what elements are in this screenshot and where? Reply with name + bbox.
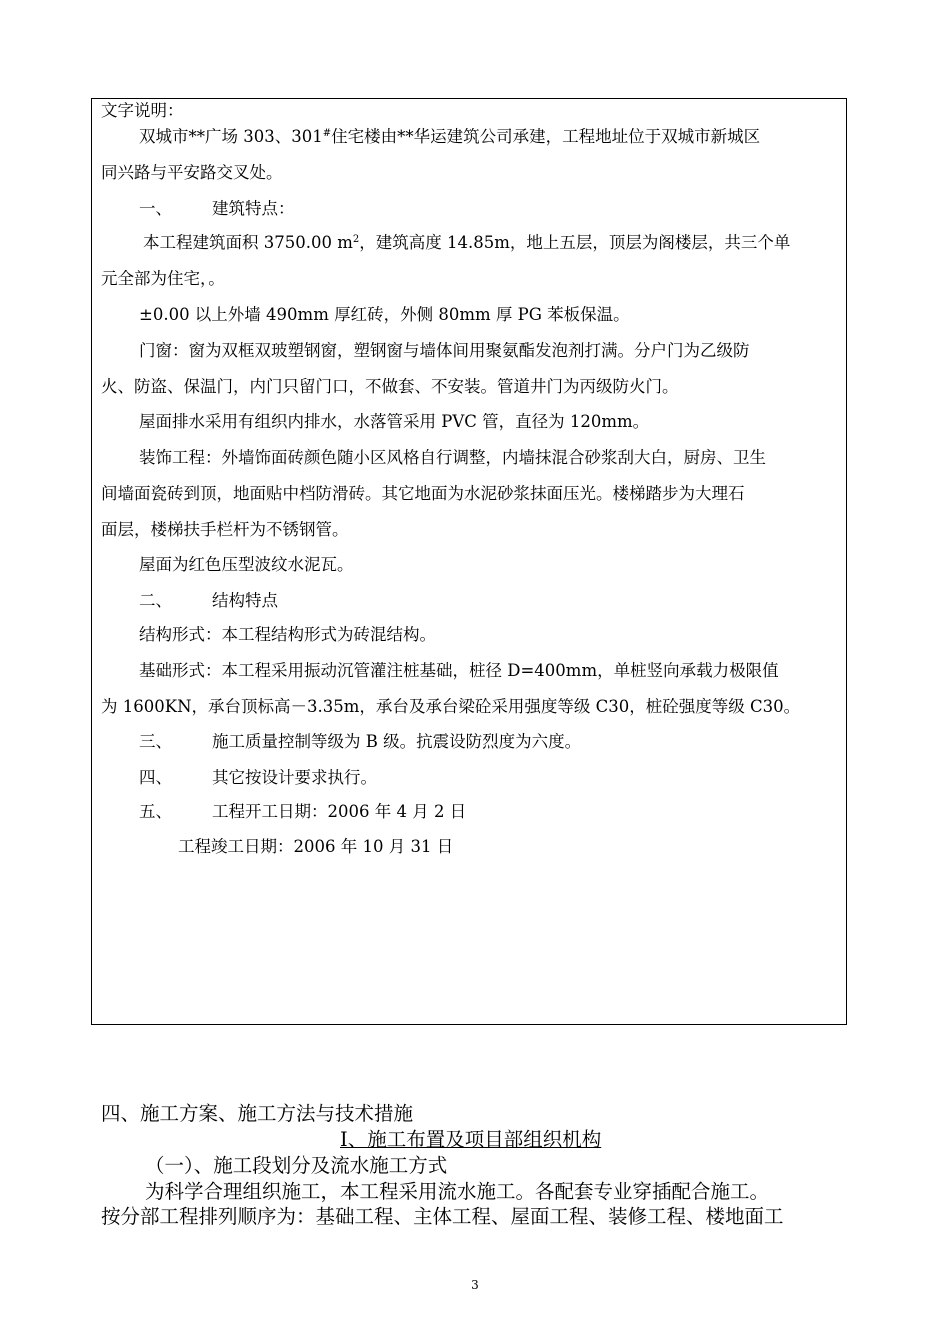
- foundation-line-2: 为 1600KN，承台顶标高－3.35m，承台及承台梁砼采用强度等级 C30，桩砼强度等级 C30。: [101, 697, 801, 716]
- paragraph-line-2: 按分部工程排列顺序为：基础工程、主体工程、屋面工程、装修工程、楼地面工: [101, 1205, 784, 1228]
- intro-line-2: 同兴路与平安路交叉处。: [101, 163, 283, 182]
- door-line-2: 火、防盗、保温门，内门只留门口，不做套、不安装。管道井门为丙级防火门。: [101, 377, 679, 396]
- area-line-1: 本工程建筑面积 3750.00 $m^2$，建筑高度 14.85m，地上五层，顶层为阁楼层，共三个单: [143, 233, 791, 252]
- area-line-2: 元全部为住宅，。: [101, 269, 225, 288]
- section-heading: 四、施工方案、施工方法与技术措施: [101, 1102, 414, 1125]
- section-4-line: 四、 其它按设计要求执行。: [139, 768, 377, 787]
- section-2-heading: 二、 结构特点: [139, 591, 278, 610]
- foundation-line-1: 基础形式：本工程采用振动沉管灌注桩基础，桩径 D=400mm，单桩竖向承载力极限值: [139, 661, 779, 680]
- finish-date-line: 工程竣工日期：2006 年 10 月 31 日: [178, 837, 454, 856]
- door-line-1: 门窗：窗为双框双玻塑钢窗，塑钢窗与墙体间用聚氨酯发泡剂打满。分户门为乙级防: [139, 341, 750, 360]
- box-label: 文字说明：: [101, 101, 184, 120]
- wall-line: ±0.00 以上外墙 490mm 厚红砖，外侧 80mm 厚 PG 苯板保温。: [139, 305, 630, 324]
- decoration-line-2: 间墙面瓷砖到顶，地面贴中档防滑砖。其它地面为水泥砂浆抹面压光。楼梯踏步为大理石: [101, 484, 745, 503]
- intro-line-1: 双城市**广场 303、301#住宅楼由**华运建筑公司承建，工程地址位于双城市新城区: [139, 127, 761, 146]
- paragraph-line-1: 为科学合理组织施工，本工程采用流水施工。各配套专业穿插配合施工。: [145, 1180, 770, 1203]
- item-heading: （一）、施工段划分及流水施工方式: [145, 1154, 448, 1177]
- roof-drain-line: 屋面排水采用有组织内排水，水落管采用 PVC 管，直径为 120mm。: [139, 412, 650, 431]
- decoration-line-3: 面层，楼梯扶手栏杆为不锈钢管。: [101, 520, 349, 539]
- subheading: Ⅰ、施工布置及项目部组织机构: [340, 1128, 602, 1151]
- page-number: 3: [471, 1278, 479, 1292]
- section-5-line: 五、 工程开工日期：2006 年 4 月 2 日: [139, 802, 467, 821]
- section-3-line: 三、 施工质量控制等级为 B 级。抗震设防烈度为六度。: [139, 732, 582, 751]
- structure-line: 结构形式：本工程结构形式为砖混结构。: [139, 625, 436, 644]
- section-1-heading: 一、 建筑特点：: [139, 199, 295, 218]
- roof-line: 屋面为红色压型波纹水泥瓦。: [139, 555, 354, 574]
- decoration-line-1: 装饰工程：外墙饰面砖颜色随小区风格自行调整，内墙抹混合砂浆刮大白，厨房、卫生: [139, 448, 766, 467]
